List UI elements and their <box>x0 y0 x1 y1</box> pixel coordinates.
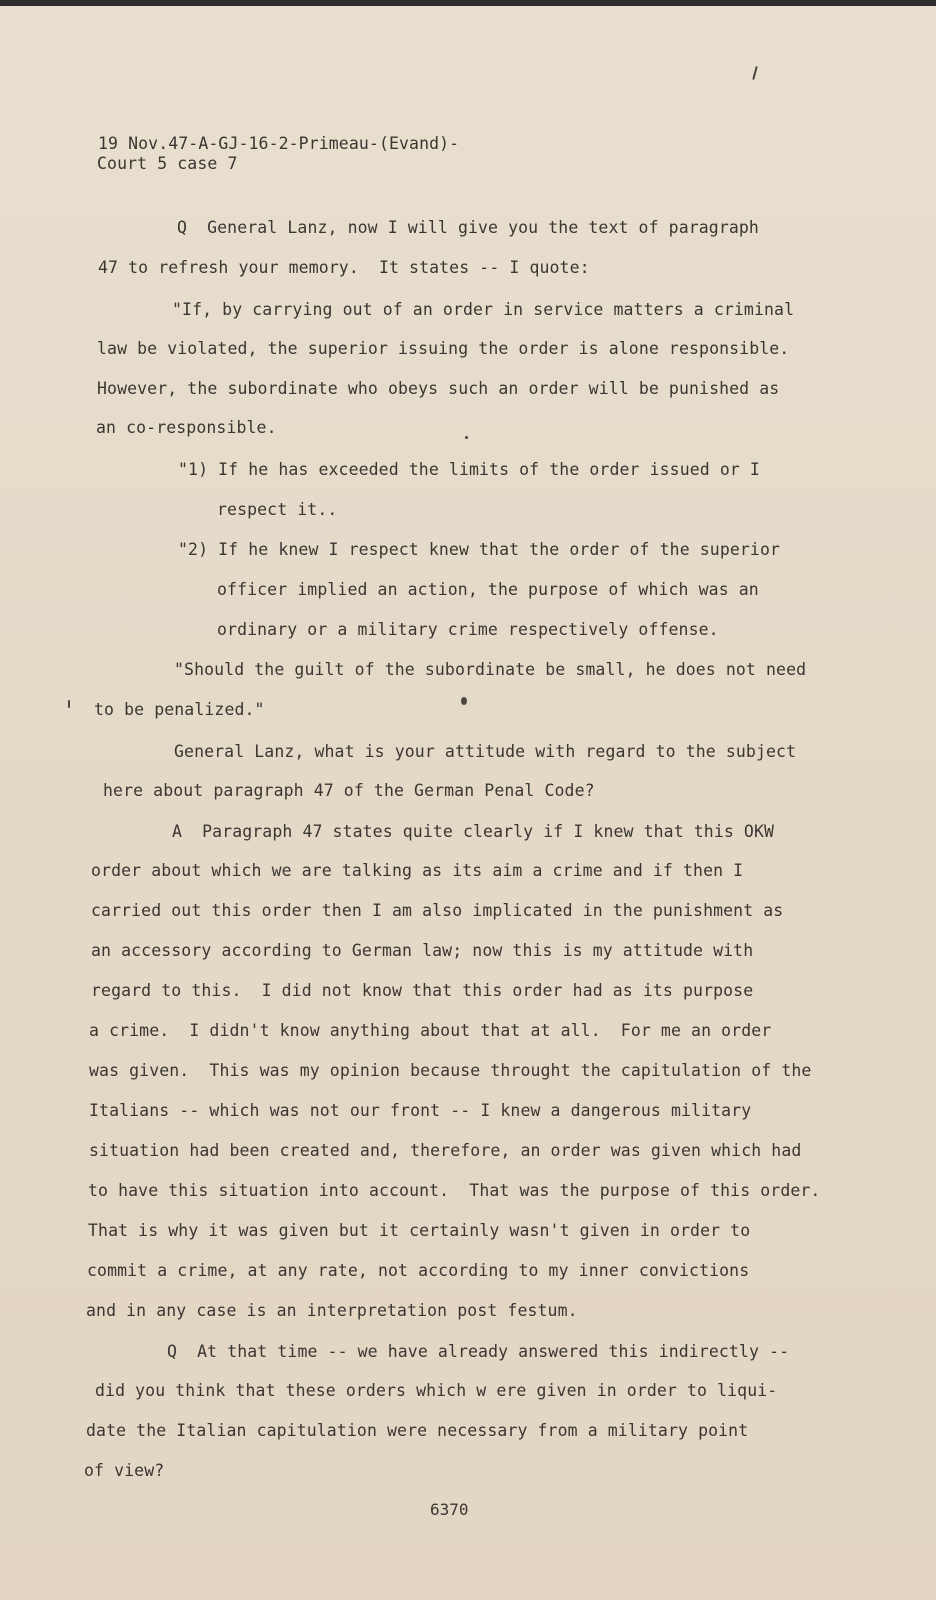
header-line-2: Court 5 case 7 <box>97 154 238 173</box>
body-line: ordinary or a military crime respectively offense. <box>217 620 719 639</box>
scan-top-edge <box>0 0 936 6</box>
body-line: respect it.. <box>217 500 338 519</box>
body-line: A Paragraph 47 states quite clearly if I knew that this OKW <box>172 822 775 841</box>
body-line: carried out this order then I am also implicated in the punishment as <box>91 901 784 920</box>
body-line: "1) If he has exceeded the limits of the order issued or I <box>178 460 760 479</box>
body-line: Italians -- which was not our front -- I knew a dangerous military <box>89 1101 752 1120</box>
body-line: commit a crime, at any rate, not according to my inner convictions <box>87 1261 750 1280</box>
body-line: order about which we are talking as its aim a crime and if then I <box>91 861 744 880</box>
body-line: to be penalized." <box>94 700 265 719</box>
body-line: However, the subordinate who obeys such an order will be punished as <box>97 379 780 398</box>
body-line: date the Italian capitulation were necessary from a military point <box>86 1421 749 1440</box>
scan-speck <box>465 436 468 439</box>
body-line: did you think that these orders which w ere given in order to liqui- <box>95 1381 778 1400</box>
body-line: General Lanz, what is your attitude with regard to the subject <box>174 742 797 761</box>
scan-speck <box>68 700 70 708</box>
body-line: Q General Lanz, now I will give you the text of paragraph <box>177 218 759 237</box>
page-number: 6370 <box>430 1500 469 1519</box>
scan-speck <box>461 697 467 705</box>
body-line: an accessory according to German law; now this is my attitude with <box>91 941 754 960</box>
body-line: That is why it was given but it certainly wasn't given in order to <box>88 1221 751 1240</box>
body-line: of view? <box>84 1461 165 1480</box>
body-line: officer implied an action, the purpose of which was an <box>217 580 759 599</box>
body-line: "Should the guilt of the subordinate be small, he does not need <box>174 660 807 679</box>
body-line: and in any case is an interpretation post festum. <box>86 1301 578 1320</box>
body-line: "2) If he knew I respect knew that the order of the superior <box>178 540 781 559</box>
scan-speck <box>752 66 758 80</box>
body-line: 47 to refresh your memory. It states -- I quote: <box>98 258 590 277</box>
body-line: here about paragraph 47 of the German Penal Code? <box>103 781 595 800</box>
body-line: "If, by carrying out of an order in service matters a criminal <box>172 300 795 319</box>
body-line: a crime. I didn't know anything about that at all. For me an order <box>89 1021 772 1040</box>
body-line: situation had been created and, therefore, an order was given which had <box>89 1141 802 1160</box>
body-line: to have this situation into account. That was the purpose of this order. <box>88 1181 821 1200</box>
body-line: law be violated, the superior issuing the order is alone responsible. <box>97 339 790 358</box>
body-line: Q At that time -- we have already answered this indirectly -- <box>167 1342 790 1361</box>
body-line: regard to this. I did not know that this order had as its purpose <box>91 981 754 1000</box>
body-line: was given. This was my opinion because throught the capitulation of the <box>89 1061 812 1080</box>
header-line-1: 19 Nov.47-A-GJ-16-2-Primeau-(Evand)- <box>98 134 460 153</box>
body-line: an co-responsible. <box>96 418 277 437</box>
